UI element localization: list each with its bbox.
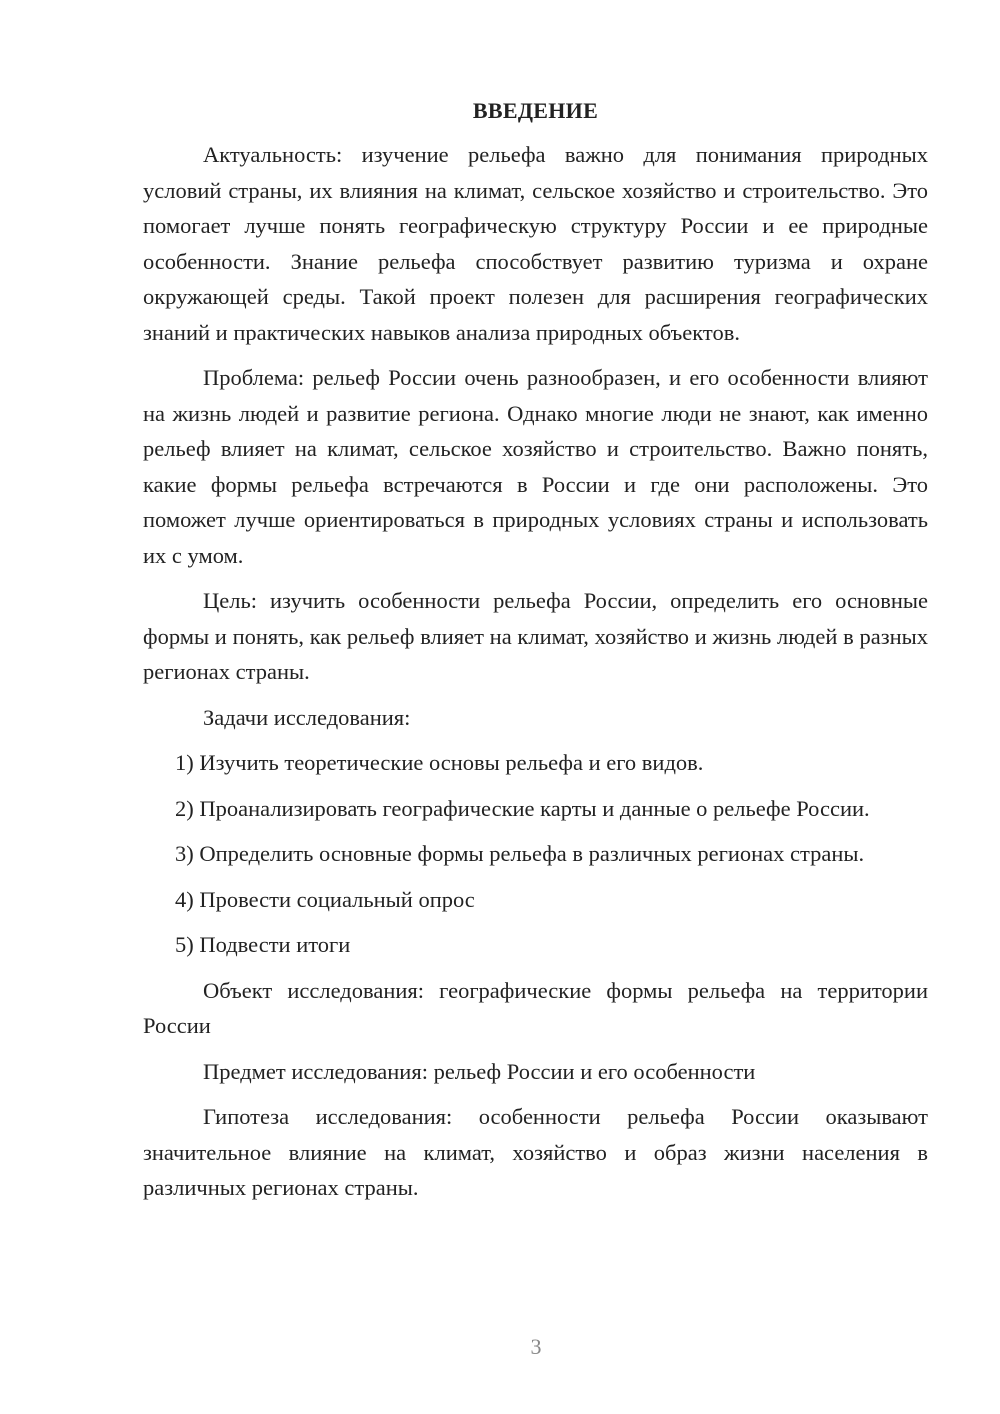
object-paragraph: Объект исследования: географические формы рельефа на территории России — [143, 977, 928, 1038]
document-page — [143, 95, 928, 1216]
task-item-3: 3) Определить основные формы рельефа в различных регионах страны. — [175, 841, 865, 866]
relevance-paragraph: Актуальность: изучение рельефа важно для понимания природных условий страны, их влияния на климат, сельское хозяйство и строительство. Это помогает лучше понять географическую структуру России и ее природные особенности. Знание рельефа способствует развитию туризма и охране окружающей среды. Такой проект полезен для расширения географических знаний и практических навыков анализа природных объектов. — [143, 142, 928, 345]
task-item-5: 5) Подвести итоги — [175, 932, 351, 957]
task-item-2: 2) Проанализировать географические карты и данные о рельефе России. — [175, 795, 870, 821]
task-item-4: 4) Провести социальный опрос — [175, 886, 475, 912]
subject-paragraph: Предмет исследования: рельеф России и его особенности — [203, 1058, 756, 1084]
page-title: ВВЕДЕНИЕ — [472, 98, 599, 123]
hypothesis-paragraph: Гипотеза исследования: особенности рельефа России оказывают значительное влияние на климат, хозяйство и образ жизни населения в различных регионах страны. — [143, 1104, 928, 1200]
tasks-heading: Задачи исследования: — [203, 704, 411, 730]
goal-paragraph: Цель: изучить особенности рельефа России, определить его основные формы и понять, как рельеф влияет на климат, хозяйство и жизнь людей в разных регионах страны. — [143, 588, 928, 684]
page-number: 3 — [530, 1334, 542, 1359]
task-item-1: 1) Изучить теоретические основы рельефа и его видов. — [175, 750, 704, 775]
problem-paragraph: Проблема: рельеф России очень разнообразен, и его особенности влияют на жизнь людей и развитие региона. Однако многие люди не знают, как именно рельеф влияет на климат, сельское хозяйство и строительство. Важно понять, какие формы рельефа встречаются в России и где они расположены. Это поможет лучше ориентироваться в природных условиях страны и использовать их с умом. — [143, 365, 928, 568]
